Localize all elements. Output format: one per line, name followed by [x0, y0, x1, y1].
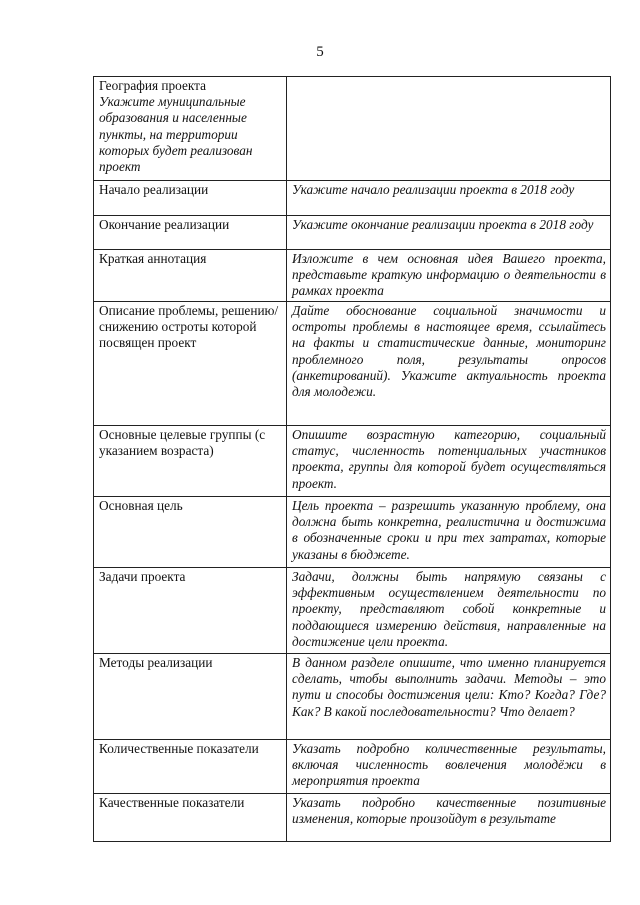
- row-label: География проекта: [99, 78, 207, 93]
- table-row-annotation: [94, 250, 611, 302]
- row-label: Окончание реализации: [94, 216, 287, 250]
- project-form-table: [93, 76, 611, 842]
- table-row-end: [94, 216, 611, 250]
- table-row-goal: [94, 497, 611, 568]
- row-value: Задачи, должны быть напрямую связаны с эффективным осуществлением деятельности по проекту, представляют собой конкретные и поддающиеся измерению действия, направленные на достижение цели проекта.: [287, 568, 611, 654]
- table-row-geography: [94, 77, 611, 181]
- row-label: Основная цель: [94, 497, 287, 568]
- row-label: Количественные показатели: [94, 740, 287, 794]
- table-row-methods: [94, 654, 611, 740]
- row-label: Задачи проекта: [94, 568, 287, 654]
- table-row-start: [94, 181, 611, 216]
- row-value: Указать подробно качественные позитивные изменения, которые произойдут в результате: [287, 794, 611, 842]
- row-value: Опишите возрастную категорию, социальный статус, численность потенциальных участников проекта, группы для которой будет осуществляться проект.: [287, 426, 611, 497]
- row-label: Методы реализации: [94, 654, 287, 740]
- row-label: Описание проблемы, решению/снижению остроты которой посвящен проект: [94, 302, 287, 426]
- row-value: Цель проекта – разрешить указанную проблему, она должна быть конкретна, реалистична и достижима в обозначенные сроки и при тех затратах, которые указаны в бюджете.: [287, 497, 611, 568]
- row-label: Качественные показатели: [94, 794, 287, 842]
- row-value: Укажите начало реализации проекта в 2018 году: [287, 181, 611, 216]
- row-value: Укажите окончание реализации проекта в 2018 году: [287, 216, 611, 250]
- table-row-qualitative: [94, 794, 611, 842]
- row-value: Указать подробно количественные результаты, включая численность вовлечения молодёжи в мероприятия проекта: [287, 740, 611, 794]
- row-value: Изложите в чем основная идея Вашего проекта, представьте краткую информацию о деятельности в рамках проекта: [287, 250, 611, 302]
- row-label: Начало реализации: [94, 181, 287, 216]
- row-value-cell: [287, 77, 611, 181]
- table-row-problem: [94, 302, 611, 426]
- row-label-cell: [94, 77, 287, 181]
- row-value: В данном разделе опишите, что именно планируется сделать, чтобы выполнить задачи. Методы – это пути и способы достижения цели: Кто? Когда? Где? Как? В какой последовательности? Что делает?: [287, 654, 611, 740]
- row-value: Дайте обоснование социальной значимости и остроты проблемы в настоящее время, ссылайтесь на факты и статистические данные, мониторинг проблемного поля, результаты опросов (анкетирований). Укажите актуальность проекта для молодежи.: [287, 302, 611, 426]
- table-row-target-groups: [94, 426, 611, 497]
- table-row-tasks: [94, 568, 611, 654]
- page-number: 5: [316, 44, 324, 60]
- row-label-hint: Укажите муниципальные образования и населенные пункты, на территории которых будет реализован проект: [99, 94, 253, 175]
- table-row-quantitative: [94, 740, 611, 794]
- row-label: Краткая аннотация: [94, 250, 287, 302]
- row-label: Основные целевые группы (с указанием возраста): [94, 426, 287, 497]
